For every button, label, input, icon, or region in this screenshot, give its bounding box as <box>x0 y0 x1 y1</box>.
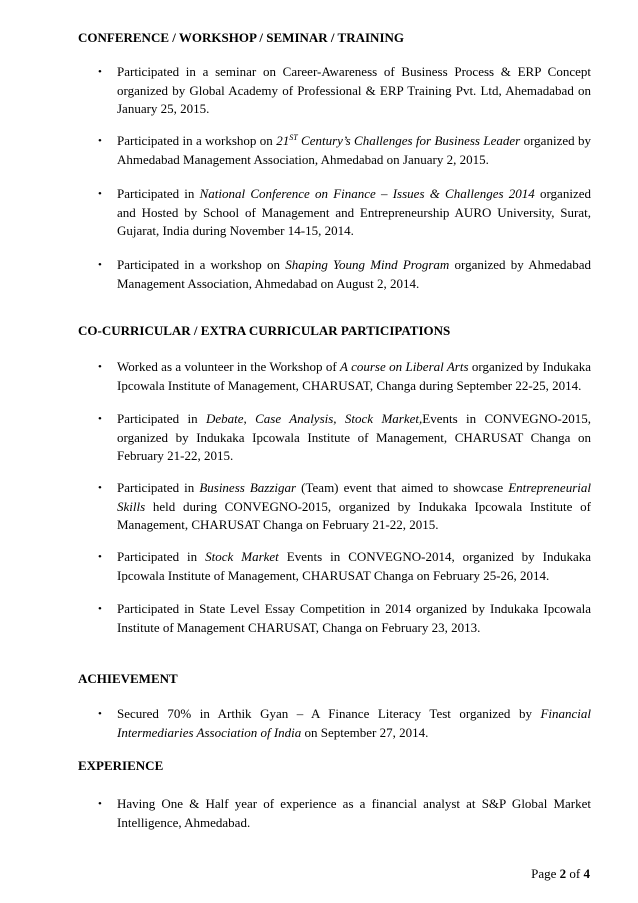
bullet-icon: • <box>98 135 102 147</box>
bullet-icon: • <box>98 603 102 615</box>
bullet-icon: • <box>98 66 102 78</box>
list-item: • Secured 70% in Arthik Gyan – A Finance Literacy Test organized by Financial Intermediaries Association of India on September 27, 2014. <box>98 706 591 740</box>
section-heading-experience: EXPERIENCE <box>78 758 164 773</box>
list-item: • Participated in a workshop on Shaping Young Mind Program organized by Ahmedabad Management Association, Ahmedabad on August 2, 2014. <box>98 257 592 291</box>
bullet-icon: • <box>98 188 102 200</box>
bullet-icon: • <box>98 798 102 810</box>
list-item: • Having One & Half year of experience as a financial analyst at S&P Global Market Intelligence, Ahmedabad. <box>98 796 591 830</box>
bullet-icon: • <box>98 413 102 425</box>
list-item: • Worked as a volunteer in the Workshop of A course on Liberal Arts organized by Indukaka Ipcowala Institute of Management, CHARUSAT, Changa during September 22-25, 2014. <box>98 359 591 393</box>
page-number-footer: Page 2 of 4 <box>531 866 590 881</box>
list-item: • Participated in Stock Market Events in CONVEGNO-2014, organized by Indukaka Ipcowala Institute of Management, CHARUSAT Changa on February 25-26, 2014. <box>98 549 592 583</box>
section-heading-achievement: ACHIEVEMENT <box>78 671 178 686</box>
bullet-icon: • <box>98 482 102 494</box>
list-item: • Participated in State Level Essay Competition in 2014 organized by Indukaka Ipcowala Institute of Management CHARUSAT, Changa on February 23, 2013. <box>98 601 591 635</box>
section-heading-conference: CONFERENCE / WORKSHOP / SEMINAR / TRAINING <box>78 30 405 45</box>
list-item: • Participated in Business Bazzigar (Team) event that aimed to showcase Entrepreneurial Skills held during CONVEGNO-2015, organized by Indukaka Ipcowala Institute of Management, CHARUSAT Changa on February 21-22, 2015. <box>98 480 591 532</box>
section-heading-cocurricular: CO-CURRICULAR / EXTRA CURRICULAR PARTICIPATIONS <box>78 323 451 338</box>
list-item: • Participated in a seminar on Career-Awareness of Business Process & ERP Concept organized by Global Academy of Professional & ERP Training Pvt. Ltd, Ahemadabad on January 25, 2015. <box>98 64 591 116</box>
bullet-icon: • <box>98 708 102 720</box>
bullet-icon: • <box>98 551 102 563</box>
bullet-icon: • <box>98 361 102 373</box>
list-item: • Participated in Debate, Case Analysis, Stock Market,Events in CONVEGNO-2015, organized by Indukaka Ipcowala Institute of Management, CHARUSAT Changa on February 21-22, 2015. <box>98 411 592 463</box>
bullet-icon: • <box>98 259 102 271</box>
list-item: • Participated in National Conference on Finance – Issues & Challenges 2014 organized and Hosted by School of Management and Entrepreneurship AURO University, Surat, Gujarat, India during November 14-15, 2014. <box>98 186 591 238</box>
list-item: • Participated in a workshop on 21ST Century’s Challenges for Business Leader organized by Ahmedabad Management Association, Ahmedabad on January 2, 2015. <box>98 133 591 167</box>
